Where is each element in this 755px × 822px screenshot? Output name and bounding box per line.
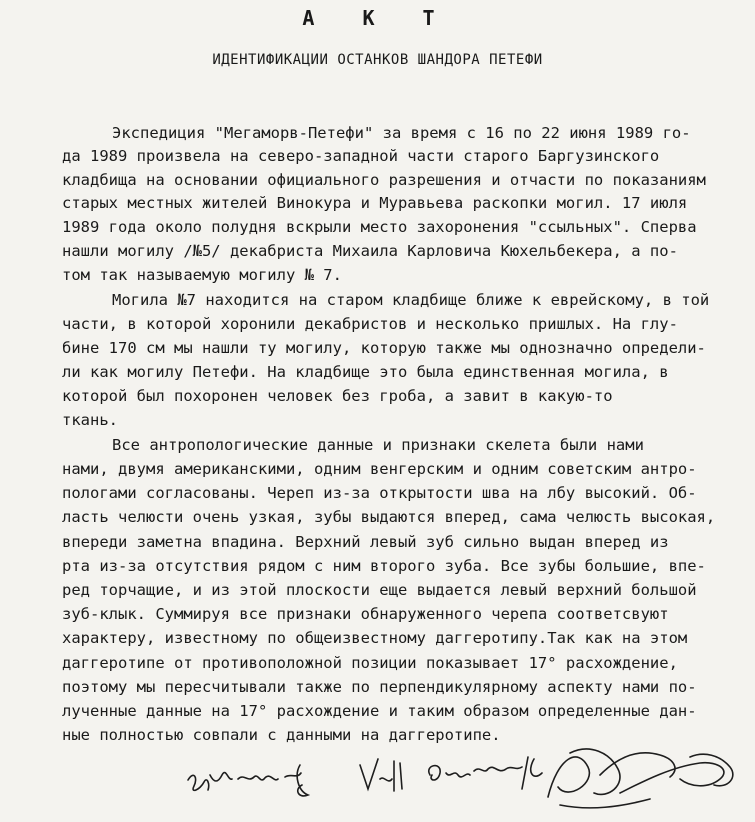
text-line: нами, двумя американскими, одним венгерским и одним советским антро- — [62, 460, 697, 478]
text-line: поэтому мы пересчитывали также по перпендикулярному аспекту нами по- — [62, 678, 697, 696]
signature-mark — [360, 759, 402, 791]
text-line: ласть челюсти очень узкая, зубы выдаются вперед, сама челюсть высокая, — [62, 508, 716, 526]
text-line: том так называемую могилу № 7. — [62, 266, 342, 284]
text-line: 1989 года около полудня вскрыли место захоронения "ссыльных". Сперва — [62, 218, 697, 236]
text-line: части, в которой хоронили декабристов и несколько пришлых. На глу- — [62, 315, 678, 333]
signatures-area — [0, 735, 755, 818]
text-line: пологами согласованы. Череп из-за открытости шва на лбу высокий. Об- — [62, 484, 697, 502]
text-line: впереди заметна впадина. Верхний левый зуб сильно выдан вперед из — [62, 533, 669, 551]
signature-mark — [429, 757, 542, 789]
text-line: кладбища на основании официального разрешения и отчасти по показаниям — [62, 171, 706, 189]
document-title: А К Т — [302, 6, 453, 30]
text-line: которой был похоронен человек без гроба, а завит в какую-то — [62, 387, 613, 405]
text-line: зуб-клык. Суммируя все признаки обнаруженного черепа соответсвуют — [62, 605, 669, 623]
text-line: ред торчащие, и из этой плоскости еще выдается левый верхний большой — [62, 581, 697, 599]
text-line: Экспедиция "Мегаморв-Петефи" за время с 16 по 22 июня 1989 го- — [112, 124, 691, 142]
signature-scribbles — [0, 735, 755, 818]
text-line: Все антропологические данные и признаки скелета были нами — [112, 436, 644, 454]
text-line: ли как могилу Петефи. На кладбище это была единственная могила, в — [62, 363, 669, 381]
text-line: лученные данные на 17° расхождение и таким образом определенные дан- — [62, 702, 697, 720]
text-line: Могила №7 находится на старом кладбище ближе к еврейскому, в той — [112, 291, 710, 309]
text-line: нашли могилу /№5/ декабриста Михаила Карловича Кюхельбекера, а по- — [62, 242, 678, 260]
text-line: бине 170 см мы нашли ту могилу, которую также мы однозначно определи- — [62, 339, 706, 357]
text-line: ные полностью совпали с данными на даггеротипе. — [62, 726, 501, 744]
document-subtitle: ИДЕНТИФИКАЦИИ ОСТАНКОВ ШАНДОРА ПЕТЕФИ — [212, 52, 543, 68]
text-line: характеру, известному по общеизвестному даггеротипу.Так как на этом — [62, 629, 688, 647]
text-line: старых местных жителей Винокура и Муравьева раскопки могил. 17 июля — [62, 194, 688, 212]
text-line: рта из-за отсутствия рядом с ним второго зуба. Все зубы большие, впе- — [62, 557, 706, 575]
signature-mark — [188, 765, 308, 796]
text-line: ткань. — [62, 411, 118, 429]
text-line: да 1989 произвела на северо-западной части старого Баргузинского — [62, 147, 660, 165]
text-line: даггеротипе от противоположной позиции показывает 17° расхождение, — [62, 654, 678, 672]
signature-mark — [548, 749, 733, 808]
